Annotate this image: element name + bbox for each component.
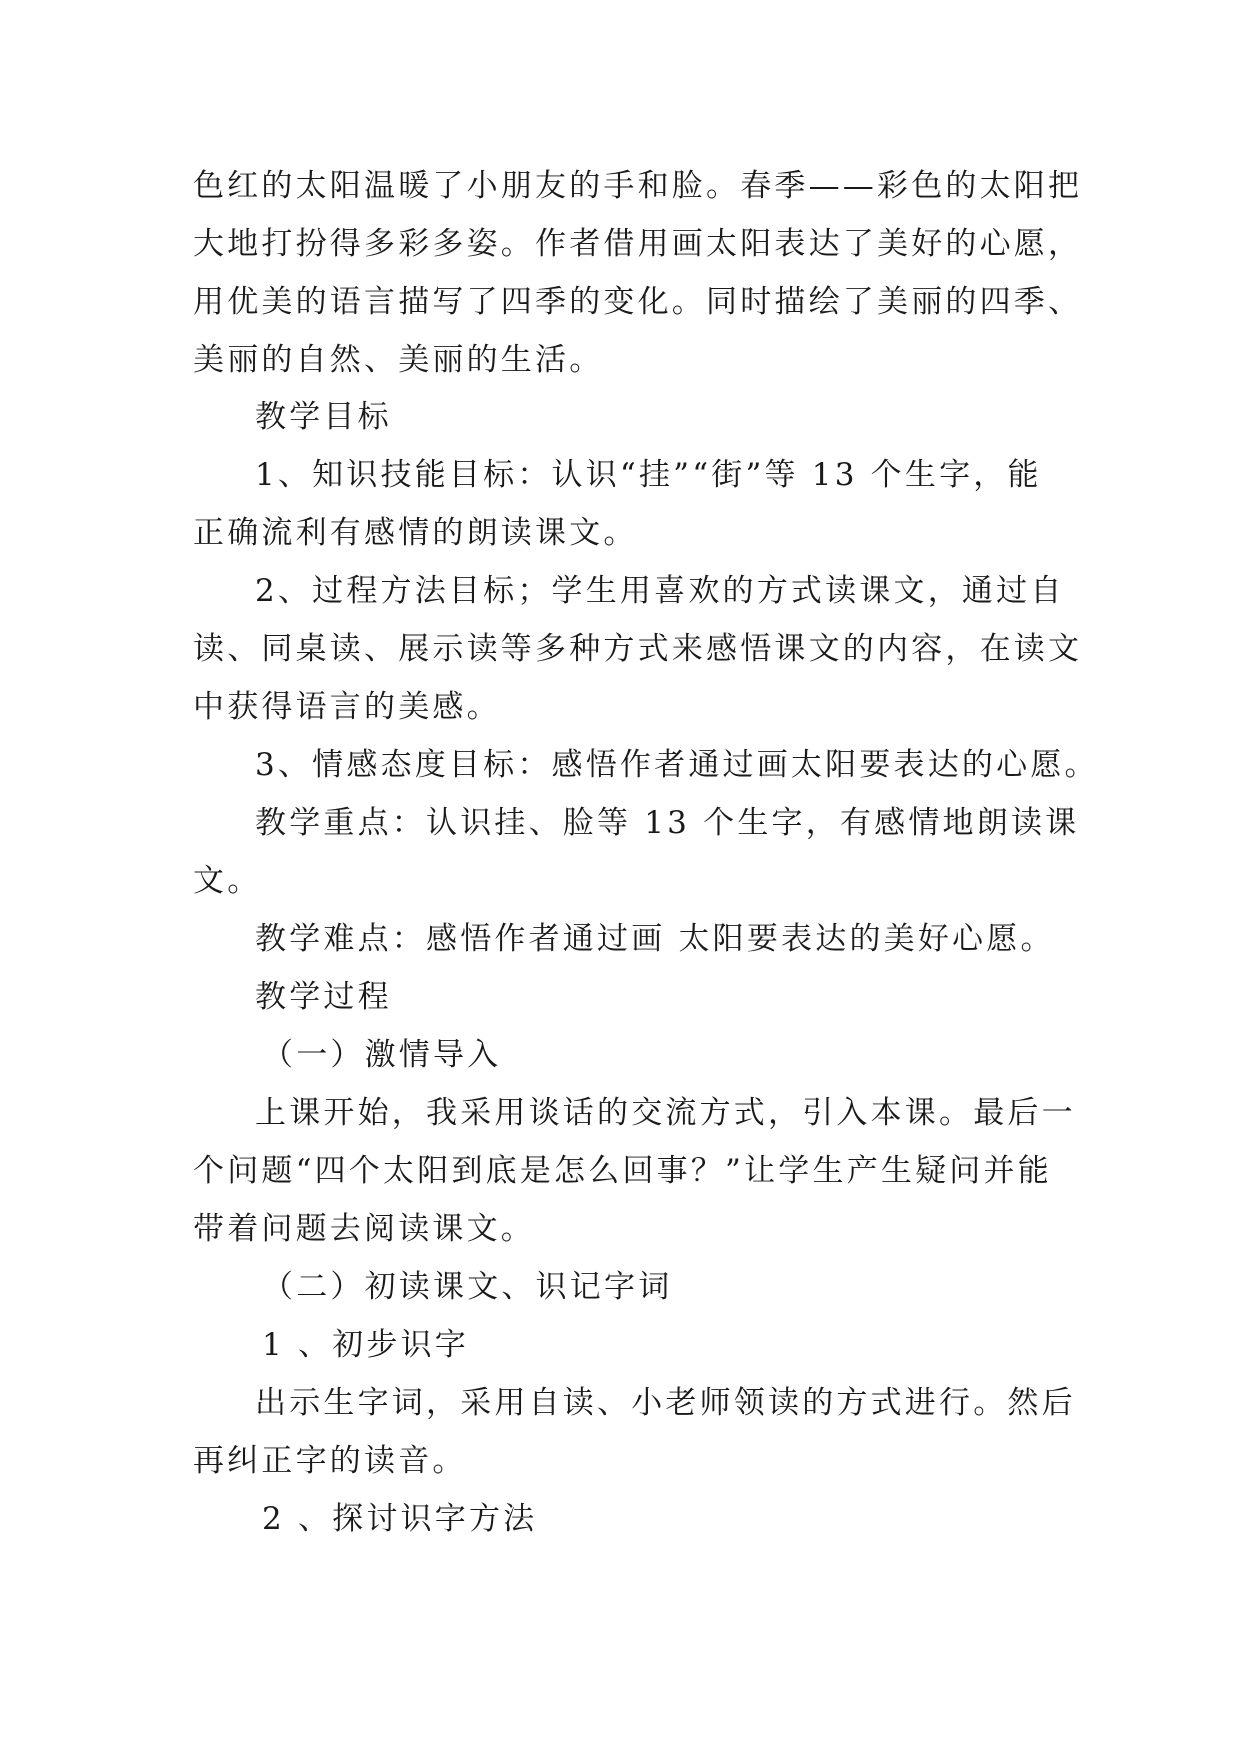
paragraph-line: 用优美的语言描写了四季的变化。同时描绘了美丽的四季、 xyxy=(193,284,1083,320)
paragraph-line: 3、情感态度目标：感悟作者通过画太阳要表达的心愿。 xyxy=(255,747,1099,783)
paragraph-line: 教学难点：感悟作者通过画 太阳要表达的美好心愿。 xyxy=(255,921,1055,957)
list-item-heading: 2 、探讨识字方法 xyxy=(262,1501,538,1537)
paragraph-line: 美丽的自然、美丽的生活。 xyxy=(193,342,604,378)
paragraph-line: 出示生字词，采用自读、小老师领读的方式进行。然后 xyxy=(255,1385,1076,1421)
paragraph-line: 色红的太阳温暖了小朋友的手和脸。春季——彩色的太阳把 xyxy=(193,168,1083,204)
section-heading: 教学目标 xyxy=(255,399,392,435)
paragraph-line: 读、同桌读、展示读等多种方式来感悟课文的内容，在读文 xyxy=(193,631,1083,667)
paragraph-line: 大地打扮得多彩多姿。作者借用画太阳表达了美好的心愿， xyxy=(193,226,1083,262)
subsection-heading: （二）初读课文、识记字词 xyxy=(262,1269,673,1305)
paragraph-line: 个问题“四个太阳到底是怎么回事？”让学生产生疑问并能 xyxy=(193,1153,1052,1189)
paragraph-line: 1、知识技能目标：认识“挂”“街”等 13 个生字，能 xyxy=(255,457,1042,493)
paragraph-line: 上课开始，我采用谈话的交流方式，引入本课。最后一 xyxy=(255,1095,1076,1131)
paragraph-line: 2、过程方法目标；学生用喜欢的方式读课文，通过自 xyxy=(255,573,1065,609)
section-heading: 教学过程 xyxy=(255,979,392,1015)
list-item-heading: 1 、初步识字 xyxy=(262,1327,469,1363)
paragraph-line: 正确流利有感情的朗读课文。 xyxy=(193,515,638,551)
paragraph-line: 文。 xyxy=(193,863,262,899)
paragraph-line: 教学重点：认识挂、脸等 13 个生字，有感情地朗读课 xyxy=(255,805,1080,841)
paragraph-line: 带着问题去阅读课文。 xyxy=(193,1211,535,1247)
paragraph-line: 中获得语言的美感。 xyxy=(193,689,501,725)
paragraph-line: 再纠正字的读音。 xyxy=(193,1443,467,1479)
subsection-heading: （一）激情导入 xyxy=(262,1037,502,1073)
